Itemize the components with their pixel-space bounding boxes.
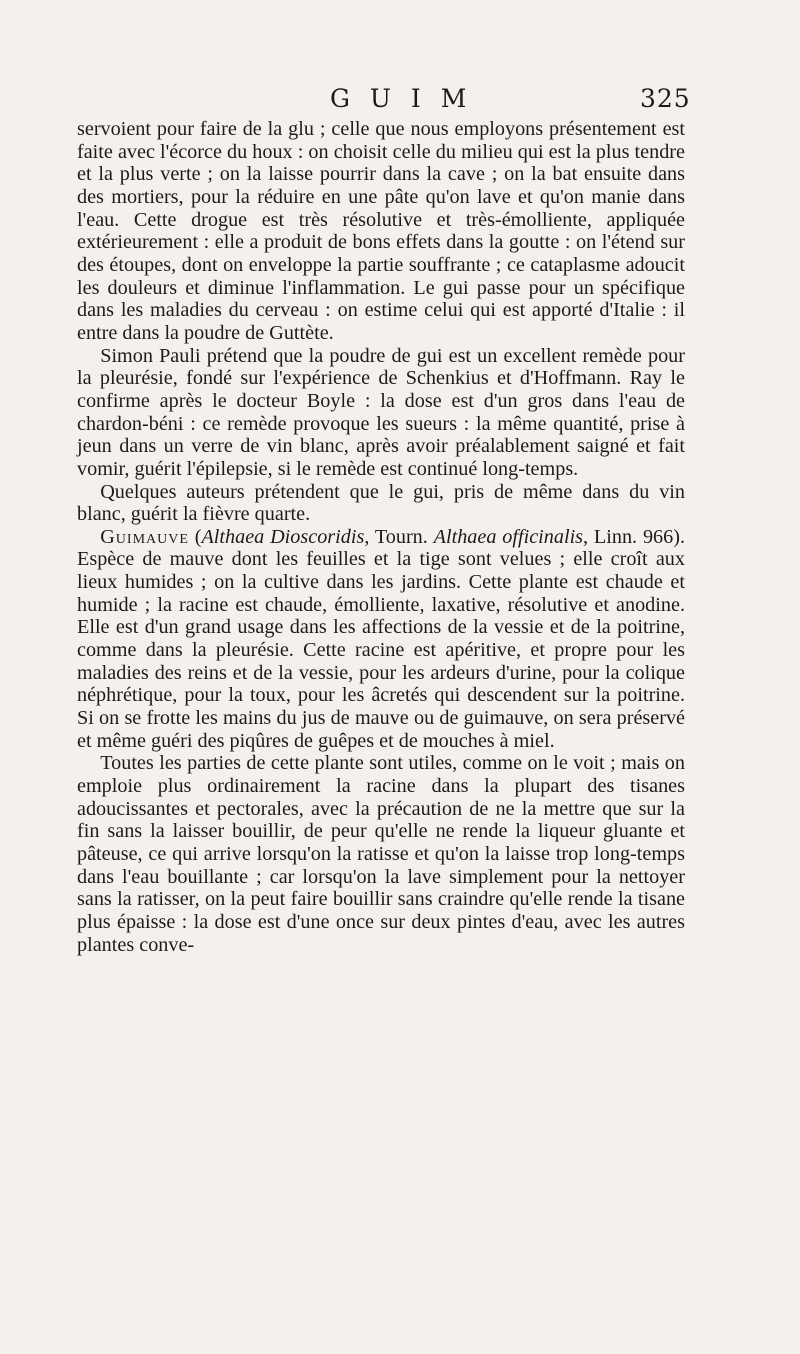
latin-name-officinalis: Althaea officinalis bbox=[433, 525, 584, 548]
paragraph-fievre-quarte: Quelques auteurs prétendent que le gui, pris de même dans du vin blanc, guérit la fièvre quarte. bbox=[77, 480, 685, 526]
paragraph-simon-pauli: Simon Pauli prétend que la poudre de gui est un excellent remède pour la pleurésie, fondé sur l'expérience de Schenkius et d'Hoffmann. Ray le confirme après le docteur Boyle : la dose est d'un gros dans l'eau de chardon-béni : ce remède provoque les sueurs : la même quantité, prise à jeun dans un verre de vin blanc, après avoir préalablement saigné et fait vomir, guérit l'épilepsie, si le remède est continué long-temps. bbox=[77, 344, 685, 480]
running-head bbox=[0, 84, 800, 114]
author-linnaeus: , Linn. 966). bbox=[583, 525, 685, 548]
entry-text: Espèce de mauve dont les feuilles et la tige sont velues ; elle croît aux lieux humides ; on la cultive dans les jardins. Cette plante est chaude et humide ; la racine est chaude, émolliente, laxative, résolutive et anodine. Elle est d'un grand usage dans les affections de la vessie et de la poitrine, comme dans la pleurésie. Cette racine est apéritive, et propre pour les maladies des reins et de la vessie, pour les ardeurs d'urine, pour la colique néphrétique, pour la toux, pour les âcretés qui descendent sur la poitrine. Si on se frotte les mains du jus de mauve ou de guimauve, on sera préservé et même guéri des piqûres de guêpes et de mouches à miel. bbox=[77, 548, 685, 752]
running-head-title: G U I M bbox=[330, 84, 473, 113]
body-text bbox=[77, 118, 685, 956]
paragraph-glu: servoient pour faire de la glu ; celle que nous employons présentement est faite avec l'écorce du houx : on choisit celle du milieu qui est la plus tendre et la plus verte ; on la laisse pourrir dans la cave ; on la bat ensuite dans des mortiers, pour la réduire en une pâte qu'on lave et qu'on manie dans l'eau. Cette drogue est très résolutive et très-émolliente, appliquée extérieurement : elle a produit de bons effets dans la goutte : on l'étend sur des étoupes, dont on enveloppe la partie souffrante ; ce cataplasme adoucit les douleurs et diminue l'inflammation. Le gui passe pour un spécifique dans les maladies du cerveau : on estime celui qui est apporté d'Italie : il entre dans la poudre de Guttète. bbox=[77, 118, 685, 344]
entry-headword: Guimauve bbox=[100, 525, 189, 548]
page-number: 325 bbox=[640, 84, 691, 113]
paragraph-usage: Toutes les parties de cette plante sont utiles, comme on le voit ; mais on emploie plus ordinairement la racine dans la plupart des tisanes adoucissantes et pectorales, avec la précaution de ne la mettre que sur la fin sans la laisser bouillir, de peur qu'elle ne rende la liqueur gluante et pâteuse, ce qui arrive lorsqu'on la ratisse et qu'on la laisse trop long-temps dans l'eau bouillante ; car lorsqu'on la lave simplement pour la nettoyer sans la ratisser, on la peut faire bouillir sans craindre qu'elle rende la tisane plus épaisse : la dose est d'une once sur deux pintes d'eau, avec les autres plantes conve- bbox=[77, 752, 685, 956]
author-tournefort: , Tourn. bbox=[364, 525, 428, 548]
latin-name-dioscoridis: Althaea Dioscoridis bbox=[201, 525, 365, 548]
entry-guimauve: Guimauve (Althaea Dioscoridis, Tourn. Althaea officinalis, Linn. 966). Espèce de mauve dont les feuilles et la tige sont velues ; elle croît aux lieux humides ; on la cultive dans les jardins. Cette plante est chaude et humide ; la racine est chaude, émolliente, laxative, résolutive et anodine. Elle est d'un grand usage dans les affections de la vessie et de la poitrine, comme dans la pleurésie. Cette racine est apéritive, et propre pour les maladies des reins et de la vessie, pour les ardeurs d'urine, pour la colique néphrétique, pour la toux, pour les âcretés qui descendent sur la poitrine. Si on se frotte les mains du jus de mauve ou de guimauve, on sera préservé et même guéri des piqûres de guêpes et de mouches à miel. bbox=[77, 525, 685, 752]
